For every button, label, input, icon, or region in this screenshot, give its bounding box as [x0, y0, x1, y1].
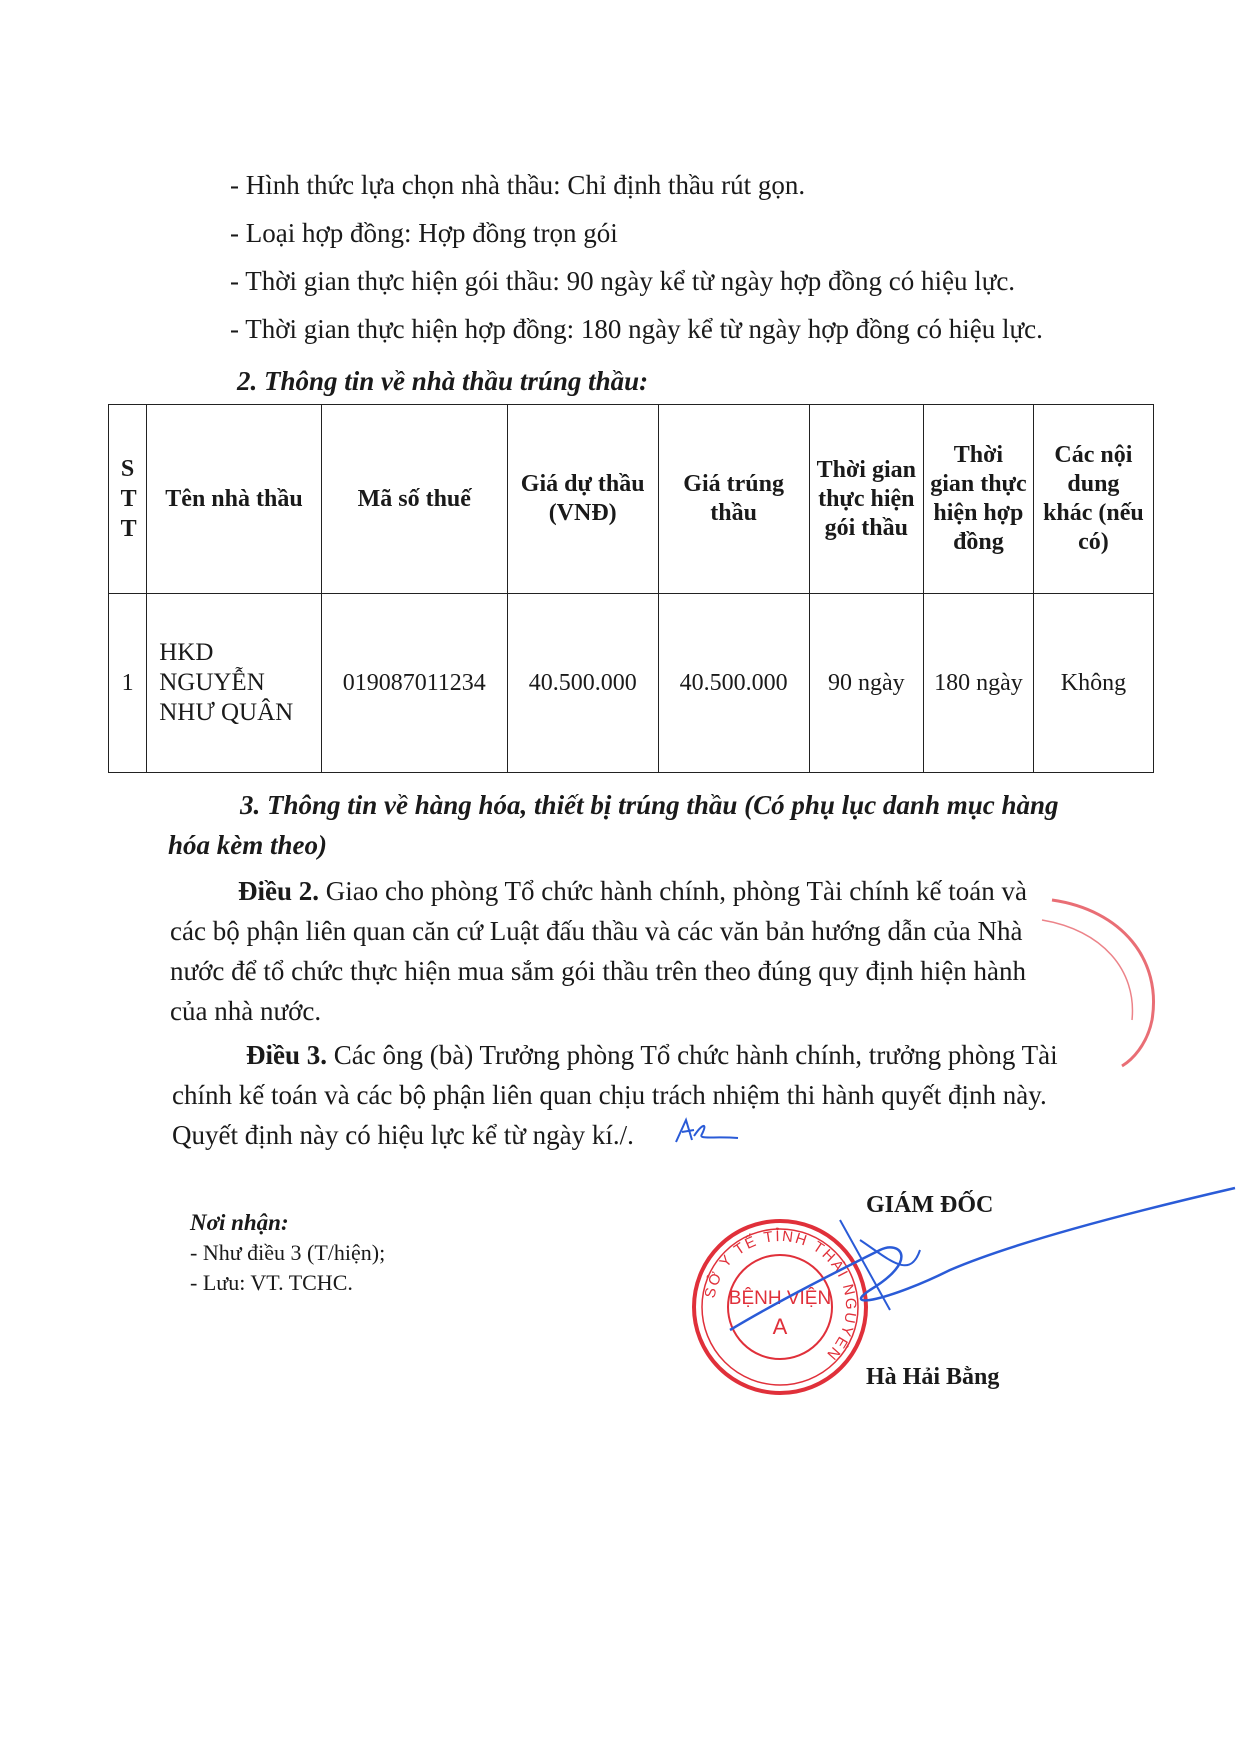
table-row — [109, 594, 1154, 773]
partial-stamp-edge — [1032, 890, 1172, 1070]
cell-package-duration: 90 ngày — [809, 594, 923, 773]
bullet-package-duration: - Thời gian thực hiện gói thầu: 90 ngày kể từ ngày hợp đồng có hiệu lực. — [230, 266, 1016, 296]
article2-line1: Điều 2. Giao cho phòng Tổ chức hành chính, phòng Tài chính kế toán và — [238, 876, 1027, 906]
section2-heading: 2. Thông tin về nhà thầu trúng thầu: — [237, 366, 649, 396]
header-bid-price: Giá dự thầu (VNĐ) — [507, 405, 658, 594]
header-contractor-name: Tên nhà thầu — [147, 405, 322, 594]
recipients-title: Nơi nhận: — [190, 1210, 289, 1235]
recipients-block — [190, 1208, 385, 1298]
initial-mark-icon — [672, 1114, 742, 1150]
header-winning-price: Giá trúng thầu — [658, 405, 809, 594]
article2-label: Điều 2. — [238, 876, 319, 906]
svg-text:BỆNH VIỆN: BỆNH VIỆN — [728, 1288, 832, 1309]
bullet-contract-duration: - Thời gian thực hiện hợp đồng: 180 ngày kể từ ngày hợp đồng có hiệu lực. — [230, 314, 1043, 344]
cell-winning-price: 40.500.000 — [658, 594, 809, 773]
cell-other-content: Không — [1033, 594, 1153, 773]
cell-bid-price: 40.500.000 — [507, 594, 658, 773]
signature-mark-icon — [720, 1180, 1240, 1380]
cell-stt: 1 — [109, 594, 147, 773]
article3-line1: Điều 3. Các ông (bà) Trưởng phòng Tổ chức hành chính, trưởng phòng Tài — [246, 1040, 1058, 1070]
table-header-row — [109, 405, 1154, 594]
article2-line2: các bộ phận liên quan căn cứ Luật đấu thầu và các văn bản hướng dẫn của Nhà — [170, 916, 1023, 946]
section3-heading-line1: 3. Thông tin về hàng hóa, thiết bị trúng thầu (Có phụ lục danh mục hàng — [240, 790, 1059, 820]
article2-line4: của nhà nước. — [170, 996, 322, 1026]
cell-contractor-name: HKD NGUYỄN NHƯ QUÂN — [147, 594, 322, 773]
header-stt: STT — [109, 405, 147, 594]
article3-line2: chính kế toán và các bộ phận liên quan chịu trách nhiệm thi hành quyết định này. — [172, 1080, 1047, 1110]
winning-bidder-table — [108, 404, 1154, 773]
article3-label: Điều 3. — [246, 1040, 327, 1070]
recipient-item: - Như điều 3 (T/hiện); — [190, 1240, 386, 1265]
bullet-contract-type: - Loại hợp đồng: Hợp đồng trọn gói — [230, 218, 618, 248]
cell-tax-code: 019087011234 — [321, 594, 507, 773]
header-tax-code: Mã số thuế — [321, 405, 507, 594]
svg-text:A: A — [772, 1314, 788, 1339]
article3-line3: Quyết định này có hiệu lực kể từ ngày kí./. — [172, 1120, 634, 1150]
cell-contract-duration: 180 ngày — [924, 594, 1034, 773]
header-other-content: Các nội dung khác (nếu có) — [1033, 405, 1153, 594]
signer-title: GIÁM ĐỐC — [866, 1192, 994, 1218]
header-contract-duration: Thời gian thực hiện hợp đồng — [924, 405, 1034, 594]
bullet-selection-form: - Hình thức lựa chọn nhà thầu: Chỉ định thầu rút gọn. — [230, 170, 806, 200]
article2-line3: nước để tổ chức thực hiện mua sắm gói thầu trên theo đúng quy định hiện hành — [170, 956, 1026, 986]
section3-heading-line2: hóa kèm theo) — [168, 830, 327, 860]
signer-name: Hà Hải Bằng — [866, 1364, 1000, 1390]
svg-text:SỞ Y TẾ TỈNH THÁI NGUYÊN: SỞ Y TẾ TỈNH THÁI NGUYÊN — [701, 1227, 860, 1365]
header-package-duration: Thời gian thực hiện gói thầu — [809, 405, 923, 594]
recipient-item: - Lưu: VT. TCHC. — [190, 1270, 353, 1295]
